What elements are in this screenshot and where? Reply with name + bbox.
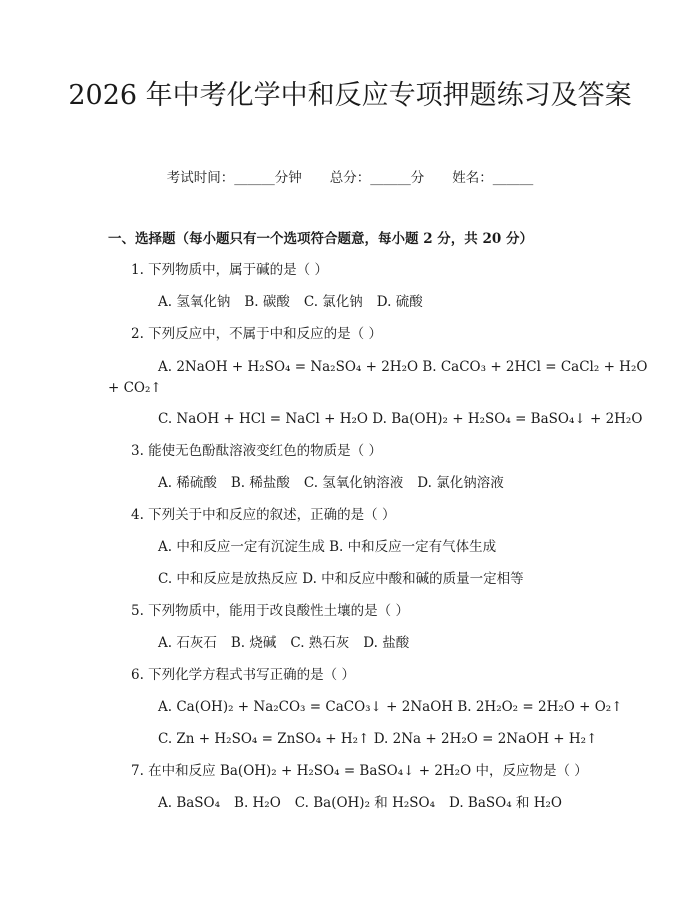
question-5-stem: 5. 下列物质中，能用于改良酸性土壤的是（ ）: [131, 603, 409, 619]
question-1-option-a: A. 氢氧化钠: [158, 294, 231, 310]
question-3-option-b: B. 稀盐酸: [230, 475, 290, 491]
question-4-stem: 4. 下列关于中和反应的叙述，正确的是（ ）: [131, 507, 396, 523]
question-7-stem: 7. 在中和反应 Ba(OH)₂ + H₂SO₄ = BaSO₄↓ + 2H₂O 中，反应物是（ ）: [131, 763, 588, 779]
question-7-option-b: B. H₂O: [234, 795, 281, 811]
question-3-options: [158, 473, 504, 493]
section-heading-choice: 一、选择题（每小题只有一个选项符合题意，每小题 2 分，共 20 分）: [108, 231, 533, 247]
question-3-option-d: D. 氯化钠溶液: [417, 475, 504, 491]
question-2-options-line-1: A. 2NaOH + H₂SO₄ = Na₂SO₄ + 2H₂O B. CaCO₃ + 2HCl = CaCl₂ + H₂O: [158, 359, 648, 375]
question-7-options: [158, 793, 562, 813]
exam-time-field: 考试时间：______分钟: [166, 170, 302, 186]
question-4-options-line-1: A. 中和反应一定有沉淀生成 B. 中和反应一定有气体生成: [158, 539, 497, 555]
question-6-options-line-1: A. Ca(OH)₂ + Na₂CO₃ = CaCO₃↓ + 2NaOH B. 2H₂O₂ = 2H₂O + O₂↑: [158, 699, 623, 715]
question-5-options: [158, 633, 409, 653]
question-3-option-c: C. 氢氧化钠溶液: [303, 475, 404, 491]
question-1-stem: 1. 下列物质中，属于碱的是（ ）: [131, 262, 328, 278]
question-2-options-line-1-cont: + CO₂↑: [108, 380, 162, 396]
question-4-options-line-2: C. 中和反应是放热反应 D. 中和反应中酸和碱的质量一定相等: [158, 571, 524, 587]
question-6-options-line-2: C. Zn + H₂SO₄ = ZnSO₄ + H₂↑ D. 2Na + 2H₂O = 2NaOH + H₂↑: [158, 731, 598, 747]
question-3-stem: 3. 能使无色酚酞溶液变红色的物质是（ ）: [131, 443, 382, 459]
question-2-options-line-2: C. NaOH + HCl = NaCl + H₂O D. Ba(OH)₂ + H₂SO₄ = BaSO₄↓ + 2H₂O: [158, 411, 643, 427]
question-7-option-a: A. BaSO₄: [158, 795, 221, 811]
question-7-option-d: D. BaSO₄ 和 H₂O: [448, 795, 562, 811]
question-5-option-b: B. 烧碱: [230, 635, 277, 651]
question-7-option-c: C. Ba(OH)₂ 和 H₂SO₄: [294, 795, 435, 811]
question-5-option-a: A. 石灰石: [158, 635, 217, 651]
question-3-option-a: A. 稀硫酸: [158, 475, 217, 491]
exam-info-line: [0, 168, 700, 188]
question-1-options: [158, 292, 423, 312]
question-5-option-c: C. 熟石灰: [290, 635, 350, 651]
question-1-option-b: B. 碳酸: [244, 294, 290, 310]
question-1-option-c: C. 氯化钠: [303, 294, 363, 310]
page-title: 2026 年中考化学中和反应专项押题练习及答案: [68, 80, 632, 111]
question-5-option-d: D. 盐酸: [363, 635, 410, 651]
question-2-stem: 2. 下列反应中，不属于中和反应的是（ ）: [131, 326, 382, 342]
total-score-field: 总分：______分: [329, 170, 425, 186]
question-6-stem: 6. 下列化学方程式书写正确的是（ ）: [131, 667, 355, 683]
question-1-option-d: D. 硫酸: [376, 294, 423, 310]
student-name-field: 姓名：______: [452, 170, 534, 186]
